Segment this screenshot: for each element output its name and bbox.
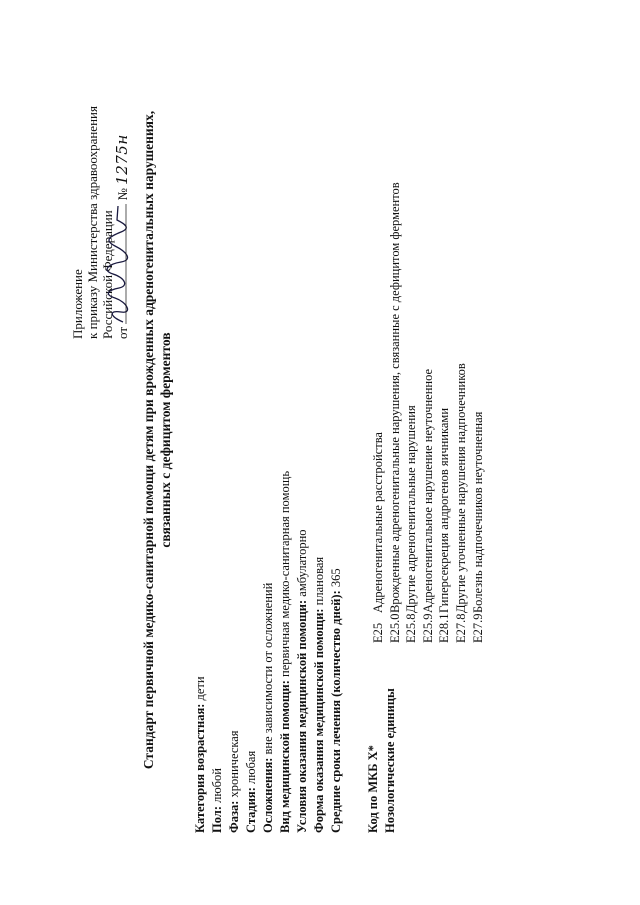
mkb-name: Гиперсекреция андрогенов яичниками <box>437 407 452 613</box>
mkb-labels <box>365 688 399 833</box>
annex-date-prefix: от <box>115 326 130 339</box>
param-care-conditions: Условия оказания медицинской помощи: амбулаторно <box>295 529 309 833</box>
mkb-code: E25 <box>371 622 385 643</box>
list-item <box>470 182 487 643</box>
document-title <box>140 55 174 825</box>
mkb-code: E27.9 <box>470 613 485 643</box>
handwritten-date-scribble <box>105 204 131 324</box>
nosology-label: Нозологические единицы <box>383 688 397 833</box>
param-phase: Фаза: хроническая <box>227 730 241 833</box>
mkb-name: Болезнь надпочечников неуточненная <box>470 411 485 613</box>
list-item <box>436 182 453 643</box>
list-item <box>403 182 420 643</box>
mkb-code-label: Код по МКБ X* <box>366 745 380 833</box>
mkb-name: Адреногенитальные расстройства <box>371 432 385 613</box>
title-line-2: связанных с дефицитом ферментов <box>158 332 173 548</box>
annex-line-2: к приказу Министерства здравоохранения <box>85 106 100 339</box>
param-care-type: Вид медицинской помощи: первичная медико-санитарная помощь <box>278 470 292 833</box>
standard-parameters <box>192 471 345 833</box>
list-item <box>370 182 387 643</box>
mkb-code: E28.1 <box>437 613 452 643</box>
mkb-code: E25.9 <box>420 613 435 643</box>
annex-line-3: Российской Федерации <box>100 210 115 339</box>
list-item <box>387 182 404 643</box>
mkb-name: Адреногенитальное нарушение неуточненное <box>420 368 435 613</box>
param-stage: Стадия: любая <box>244 750 258 833</box>
handwritten-date <box>115 204 130 324</box>
annex-header <box>70 106 130 339</box>
mkb-name: Другие адреногенитальные нарушения <box>404 405 419 613</box>
param-age-category: Категория возрастная: дети <box>193 676 207 833</box>
annex-line-4 <box>115 106 130 339</box>
param-complications: Осложнения: вне зависимости от осложнений <box>261 582 275 833</box>
mkb-code: E25.0 <box>387 613 402 643</box>
number-sign: № <box>115 188 130 201</box>
mkb-code-list <box>370 182 486 643</box>
param-care-form: Форма оказания медицинской помощи: плановая <box>312 556 326 833</box>
param-sex: Пол: любой <box>210 768 224 833</box>
mkb-name: Врожденные адреногенитальные нарушения, связанные с дефицитом ферментов <box>387 182 402 613</box>
handwritten-number: 1275н <box>113 134 131 185</box>
mkb-code: E27.8 <box>453 613 468 643</box>
annex-line-1: Приложение <box>70 269 85 339</box>
list-item <box>453 182 470 643</box>
title-line-1: Стандарт первичной медико-санитарной помощи детям при врожденных адреногенитальных нарушениях, <box>141 110 156 770</box>
param-treatment-duration: Средние сроки лечения (количество дней): 365 <box>329 568 343 833</box>
list-item <box>420 182 437 643</box>
mkb-name: Другие уточненные нарушения надпочечников <box>453 363 468 613</box>
mkb-code: E25.8 <box>404 613 419 643</box>
